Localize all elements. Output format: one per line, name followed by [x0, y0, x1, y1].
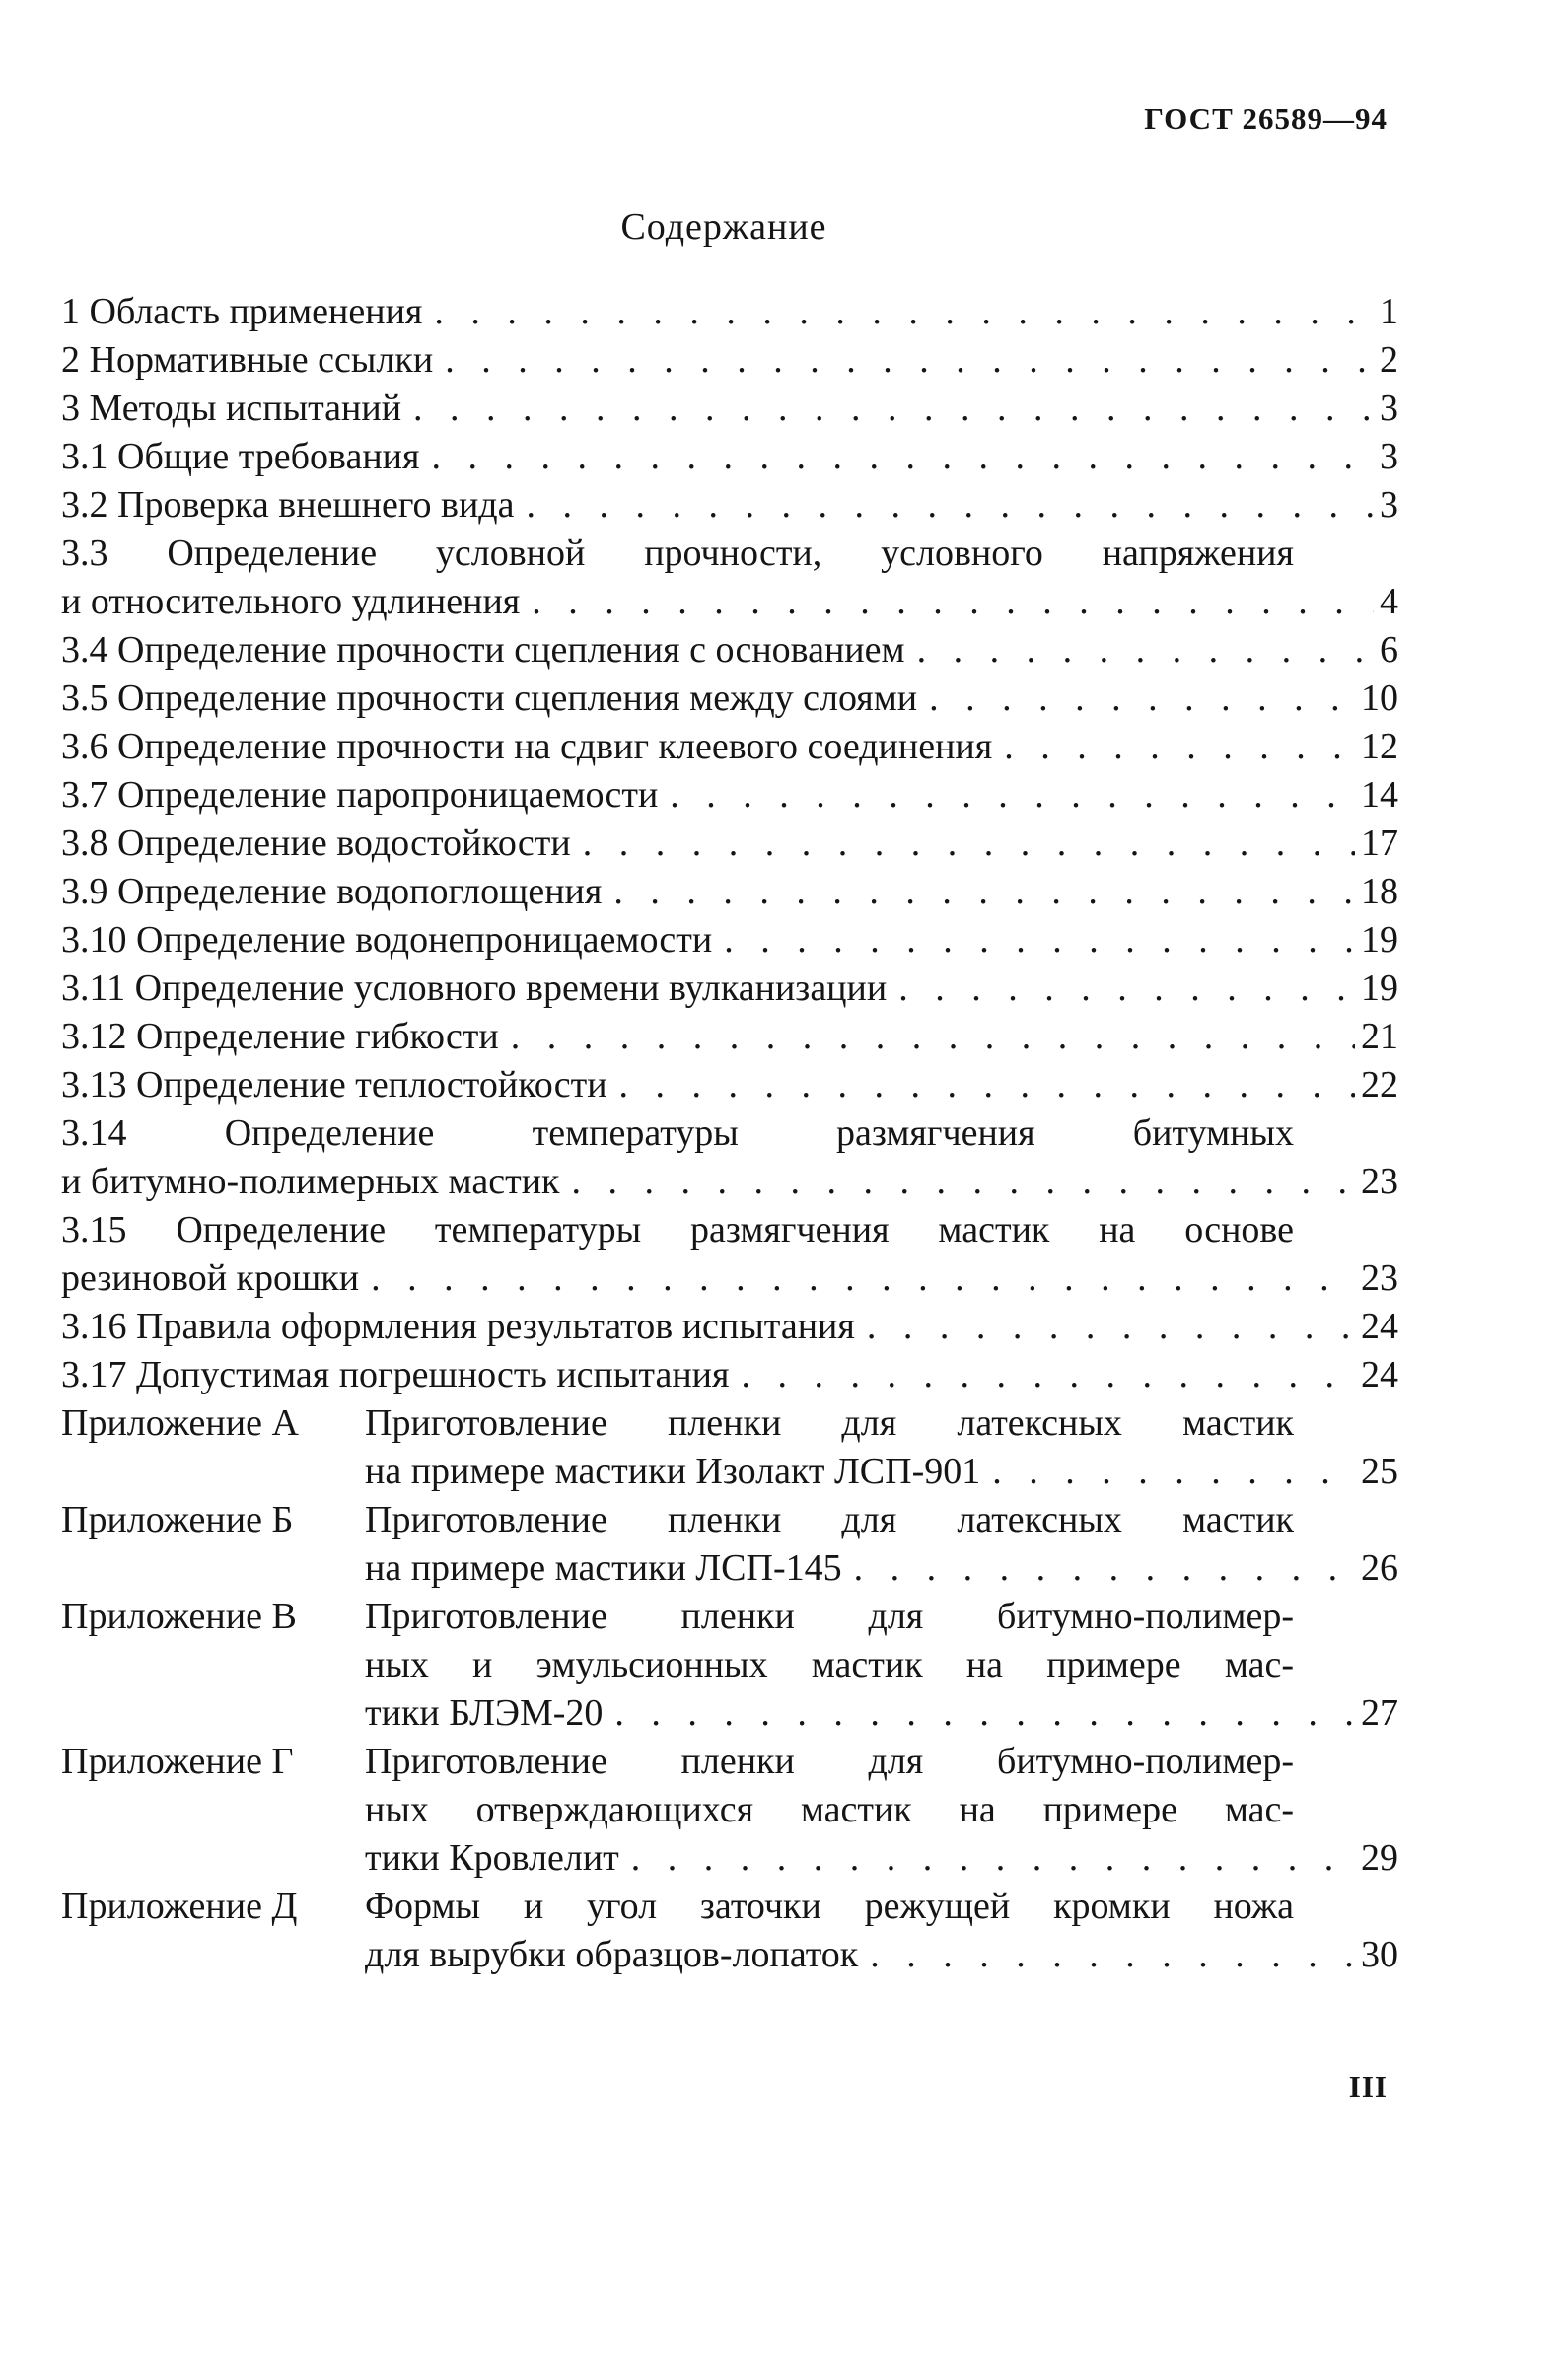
dot-leader	[917, 626, 1374, 675]
toc-entry-line	[61, 771, 1398, 820]
toc-entry	[61, 723, 1398, 771]
dot-leader	[867, 1303, 1355, 1351]
toc-appendix-entry	[61, 1593, 1398, 1738]
toc-entry-title: Формы и угол заточки режущей кромки ножа	[365, 1886, 1294, 1927]
toc-entry	[61, 385, 1398, 433]
toc-page-number: 24	[1361, 1306, 1398, 1347]
toc-entry-title: 3.2 Проверка внешнего вида	[61, 484, 515, 526]
toc-entry	[61, 820, 1398, 868]
dot-leader	[670, 771, 1355, 820]
toc-appendix-list	[61, 1399, 1398, 1979]
toc-entry	[61, 1013, 1398, 1061]
toc-page-number: 14	[1361, 774, 1398, 816]
toc-page-number: 18	[1361, 871, 1398, 912]
toc-entry-title: тики БЛЭМ-20	[365, 1692, 604, 1734]
toc-entry-line	[61, 1351, 1398, 1399]
dot-leader	[445, 336, 1374, 385]
toc-entry	[61, 964, 1398, 1013]
toc-entry-line	[61, 1061, 1398, 1109]
toc-entry-title: 3.3 Определение условной прочности, условного напряжения	[61, 533, 1294, 574]
toc-entry	[61, 288, 1398, 336]
toc-entry-line	[365, 1544, 1398, 1593]
toc-entry-line	[365, 1931, 1398, 1979]
table-of-contents	[61, 288, 1398, 1979]
toc-page-number: 1	[1380, 291, 1398, 332]
toc-entry-title: и относительного удлинения	[61, 581, 521, 622]
toc-page-number: 6	[1380, 629, 1398, 671]
toc-entry-line	[61, 916, 1398, 964]
toc-entry-line	[61, 675, 1398, 723]
toc-entry-title: на примере мастики Изолакт ЛСП-901	[365, 1451, 981, 1492]
toc-entry-line	[61, 336, 1398, 385]
toc-page-number: 2	[1380, 339, 1398, 381]
toc-appendix-entry	[61, 1496, 1398, 1593]
toc-entry	[61, 481, 1398, 530]
toc-entry-line	[61, 1013, 1398, 1061]
toc-entry	[61, 1206, 1398, 1303]
toc-entry-line	[61, 433, 1398, 481]
toc-entry-line	[61, 288, 1398, 336]
dot-leader	[371, 1254, 1355, 1303]
toc-page-number: 19	[1361, 919, 1398, 961]
toc-page-number: 27	[1361, 1692, 1398, 1734]
toc-entry-title: 3.14 Определение температуры размягчения битумных	[61, 1112, 1294, 1154]
toc-entry	[61, 771, 1398, 820]
toc-entry-line	[61, 1303, 1398, 1351]
toc-entry-title: ных и эмульсионных мастик на примере мас-	[365, 1644, 1294, 1685]
dot-leader	[572, 1158, 1356, 1206]
dot-leader	[619, 1061, 1355, 1109]
toc-entry-title: 3.8 Определение водостойкости	[61, 822, 571, 864]
toc-entry-title: 3.11 Определение условного времени вулканизации	[61, 967, 888, 1009]
dot-leader	[870, 1931, 1355, 1979]
appendix-title	[365, 1883, 1398, 1979]
toc-page-number: 3	[1380, 388, 1398, 429]
dot-leader	[434, 288, 1374, 336]
toc-entry	[61, 916, 1398, 964]
toc-entry	[61, 1061, 1398, 1109]
appendix-title	[365, 1496, 1398, 1593]
dot-leader	[992, 1448, 1355, 1496]
toc-entry	[61, 675, 1398, 723]
toc-entry-line	[365, 1689, 1398, 1738]
toc-entry-title: 3.7 Определение паропроницаемости	[61, 774, 659, 816]
toc-page-number: 26	[1361, 1547, 1398, 1589]
dot-leader	[1004, 723, 1355, 771]
toc-page-number: 25	[1361, 1451, 1398, 1492]
toc-entry-title: 1 Область применения	[61, 291, 423, 332]
toc-entry	[61, 626, 1398, 675]
toc-entry-title: 3.12 Определение гибкости	[61, 1016, 499, 1057]
appendix-label: Приложение Б	[61, 1499, 294, 1540]
toc-page-number: 30	[1361, 1934, 1398, 1975]
dot-leader	[431, 433, 1374, 481]
toc-page-number: 4	[1380, 581, 1398, 622]
toc-appendix-entry	[61, 1738, 1398, 1883]
dot-leader	[854, 1544, 1355, 1593]
toc-page-number: 23	[1361, 1161, 1398, 1202]
dot-leader	[511, 1013, 1355, 1061]
toc-entry-line	[365, 1834, 1398, 1883]
toc-page-number: 3	[1380, 436, 1398, 477]
toc-page-number: 21	[1361, 1016, 1398, 1057]
toc-entry-title: 2 Нормативные ссылки	[61, 339, 434, 381]
toc-title: Содержание	[620, 206, 827, 248]
toc-entry-title: 3.13 Определение теплостойкости	[61, 1064, 607, 1106]
toc-entry-line	[61, 868, 1398, 916]
toc-entry-line	[61, 723, 1398, 771]
toc-entry-line	[61, 964, 1398, 1013]
toc-entry-title: Приготовление пленки для битумно-полимер-	[365, 1596, 1294, 1637]
toc-entry	[61, 868, 1398, 916]
toc-entry-title: ных отверждающихся мастик на примере мас-	[365, 1789, 1294, 1830]
dot-leader	[631, 1834, 1355, 1883]
dot-leader	[614, 1689, 1355, 1738]
dot-leader	[527, 481, 1374, 530]
toc-entry-title: 3.10 Определение водонепроницаемости	[61, 919, 713, 961]
toc-entry	[61, 1303, 1398, 1351]
toc-entry-line	[61, 626, 1398, 675]
toc-page-number: 12	[1361, 726, 1398, 767]
toc-entry-line	[61, 385, 1398, 433]
toc-page-number: 24	[1361, 1354, 1398, 1395]
toc-page-number: 3	[1380, 484, 1398, 526]
toc-page-number: 23	[1361, 1257, 1398, 1299]
toc-entry	[61, 336, 1398, 385]
toc-appendix-entry	[61, 1883, 1398, 1979]
toc-entry-title: 3.1 Общие требования	[61, 436, 420, 477]
dot-leader	[724, 916, 1355, 964]
toc-page-number: 17	[1361, 822, 1398, 864]
toc-entry-title: 3.5 Определение прочности сцепления между слоями	[61, 678, 918, 719]
toc-entry-title: тики Кровлелит	[365, 1837, 619, 1879]
appendix-label: Приложение А	[61, 1402, 299, 1444]
dot-leader	[583, 820, 1355, 868]
toc-entry-title: Приготовление пленки для латексных мастик	[365, 1402, 1294, 1444]
appendix-label: Приложение Д	[61, 1886, 298, 1927]
toc-entry-line	[61, 1158, 1398, 1206]
appendix-label: Приложение В	[61, 1596, 297, 1637]
toc-entry-title: для вырубки образцов-лопаток	[365, 1934, 859, 1975]
toc-entry-title: Приготовление пленки для латексных мастик	[365, 1499, 1294, 1540]
toc-page-number: 19	[1361, 967, 1398, 1009]
toc-entry-line	[61, 578, 1398, 626]
toc-entry	[61, 433, 1398, 481]
toc-page-number: 29	[1361, 1837, 1398, 1879]
appendix-title	[365, 1738, 1398, 1883]
dot-leader	[898, 964, 1355, 1013]
appendix-title	[365, 1593, 1398, 1738]
toc-entry-line	[365, 1448, 1398, 1496]
toc-page-number: 22	[1361, 1064, 1398, 1106]
toc-page-number: 10	[1361, 678, 1398, 719]
toc-entry-title: 3 Методы испытаний	[61, 388, 402, 429]
toc-appendix-entry	[61, 1399, 1398, 1496]
document-code: ГОСТ 26589—94	[1144, 102, 1388, 136]
toc-entry-title: резиновой крошки	[61, 1257, 360, 1299]
appendix-label: Приложение Г	[61, 1741, 294, 1782]
toc-entry-title: 3.9 Определение водопоглощения	[61, 871, 603, 912]
toc-entry-title: 3.6 Определение прочности на сдвиг клеевого соединения	[61, 726, 993, 767]
toc-entry-line	[61, 820, 1398, 868]
dot-leader	[613, 868, 1355, 916]
toc-entry-title: Приготовление пленки для битумно-полимер-	[365, 1741, 1294, 1782]
dot-leader	[929, 675, 1355, 723]
toc-entry-line	[61, 481, 1398, 530]
appendix-title	[365, 1399, 1398, 1496]
page-number: III	[1348, 2069, 1388, 2104]
toc-entry	[61, 1109, 1398, 1206]
dot-leader	[413, 385, 1374, 433]
toc-entry-title: на примере мастики ЛСП-145	[365, 1547, 842, 1589]
toc-entry	[61, 1351, 1398, 1399]
toc-entry-title: 3.15 Определение температуры размягчения мастик на основе	[61, 1209, 1294, 1250]
toc-entry-title: и битумно-полимерных мастик	[61, 1161, 560, 1202]
toc-section-list	[61, 288, 1398, 1399]
toc-entry-title: 3.17 Допустимая погрешность испытания	[61, 1354, 730, 1395]
toc-entry-title: 3.16 Правила оформления результатов испытания	[61, 1306, 855, 1347]
dot-leader	[532, 578, 1374, 626]
toc-entry-title: 3.4 Определение прочности сцепления с основанием	[61, 629, 905, 671]
toc-entry-line	[61, 1254, 1398, 1303]
toc-entry	[61, 530, 1398, 626]
dot-leader	[742, 1351, 1356, 1399]
